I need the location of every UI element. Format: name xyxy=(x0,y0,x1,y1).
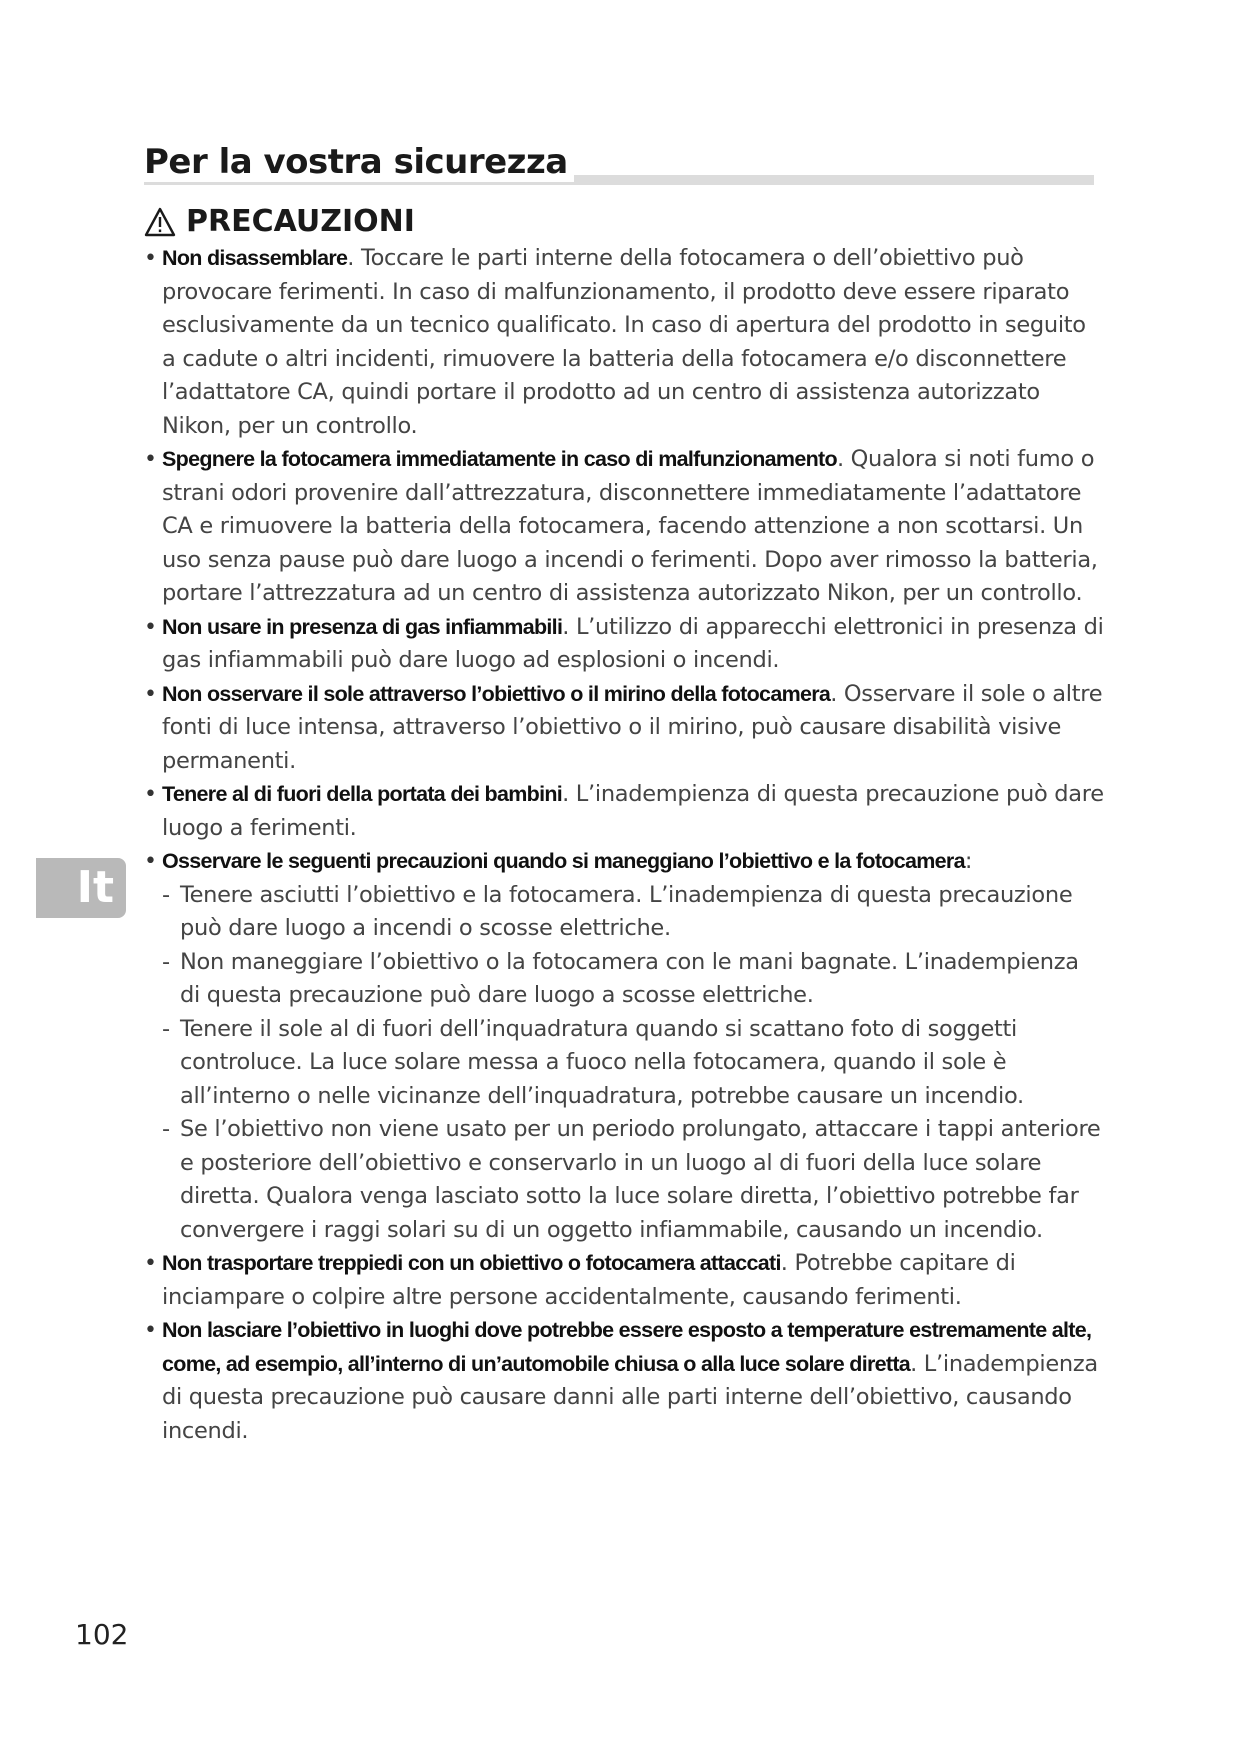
page-number: 102 xyxy=(75,1618,129,1651)
item-lead: Tenere al di fuori della portata dei bambini xyxy=(162,782,563,806)
sub-item-text: Tenere il sole al di fuori dell’inquadratura quando si scattano foto di soggetti controluce. La luce solare messa a fuoco nella fotocamera, quando il sole è all’interno o nelle vicinanze dell’inquadratura, potrebbe causare un incendio. xyxy=(180,1015,1024,1109)
list-item xyxy=(144,1314,1104,1448)
sub-item xyxy=(162,946,1104,1013)
bullet: • xyxy=(144,782,157,807)
sub-item xyxy=(162,879,1104,946)
section-title: PRECAUZIONI xyxy=(186,204,415,239)
item-text: . Toccare le parti interne della fotocamera o dell’obiettivo può provocare ferimenti. In caso di malfunzionamento, il prodotto deve essere riparato esclusivamente da un tecnico qualificato. In caso di apertura del prodotto in seguito a cadute o altri incidenti, rimuovere la batteria della fotocamera e/o disconnettere l’adattatore CA, quindi portare il prodotto ad un centro di assistenza autorizzato Nikon, per un controllo. xyxy=(162,245,1086,439)
warning-triangle-icon xyxy=(144,207,176,237)
page-title: Per la vostra sicurezza xyxy=(144,142,574,182)
list-item xyxy=(144,242,1104,443)
bullet: • xyxy=(144,447,157,472)
bullet: • xyxy=(144,681,157,707)
dash: - xyxy=(162,1116,171,1142)
bullet: • xyxy=(144,1251,157,1276)
sub-item-text: Se l’obiettivo non viene usato per un periodo prolungato, attaccare i tappi anteriore e posteriore dell’obiettivo e conservarlo in un luogo al di fuori della luce solare diretta. Qualora venga lasciato sotto la luce solare diretta, l’obiettivo potrebbe far convergere i raggi solari su di un oggetto infiammabile, causando un incendio. xyxy=(180,1116,1101,1243)
sub-item-text: Tenere asciutti l’obiettivo e la fotocamera. L’inadempienza di questa precauzione può dare luogo a incendi o scosse elettriche. xyxy=(180,881,1073,941)
list-item xyxy=(144,845,1104,1247)
list-item xyxy=(144,678,1104,779)
item-lead: Non disassemblare xyxy=(162,246,348,270)
sub-item xyxy=(162,1113,1104,1247)
bullet: • xyxy=(144,849,157,874)
item-lead: Osservare le seguenti precauzioni quando si maneggiano l’obiettivo e la fotocamera xyxy=(162,849,965,873)
title-area xyxy=(144,142,1094,182)
dash: - xyxy=(162,1015,171,1042)
bullet: • xyxy=(144,1318,157,1343)
list-item xyxy=(144,443,1104,611)
list-item xyxy=(144,611,1104,678)
item-lead: Spegnere la fotocamera immediatamente in caso di malfunzionamento xyxy=(162,447,837,471)
item-text: . L’inadempienza di questa precauzione può dare luogo a ferimenti. xyxy=(162,781,1104,841)
bullet: • xyxy=(144,246,157,271)
item-lead: Non osservare il sole attraverso l’obiettivo o il mirino della fotocamera xyxy=(162,681,831,706)
sub-item-text: Non maneggiare l’obiettivo o la fotocamera con le mani bagnate. L’inadempienza di questa precauzione può dare luogo a scosse elettriche. xyxy=(180,948,1079,1008)
list-item xyxy=(144,778,1104,845)
list-item xyxy=(144,1247,1104,1314)
precautions-list xyxy=(144,242,1104,1448)
item-lead: Non trasportare treppiedi con un obiettivo o fotocamera attaccati xyxy=(162,1251,781,1275)
dash: - xyxy=(162,881,171,908)
item-lead: Non usare in presenza di gas infiammabili xyxy=(162,614,563,639)
item-text: . L’utilizzo di apparecchi elettronici in presenza di gas infiammabili può dare luogo ad esplosioni o incendi. xyxy=(162,613,1104,673)
item-text: : xyxy=(964,848,973,874)
item-lead: Non lasciare l’obiettivo in luoghi dove potrebbe essere esposto a temperature estremamente alte, come, ad esempio, all’interno di un’automobile chiusa o alla luce solare diretta xyxy=(162,1318,1092,1376)
section-header xyxy=(144,204,415,240)
sub-item xyxy=(162,1013,1104,1114)
language-tab: It xyxy=(36,858,126,918)
item-text: . Osservare il sole o altre fonti di luce intensa, attraverso l’obiettivo o il mirino, può causare disabilità visive permanenti. xyxy=(162,680,1103,774)
item-text: . L’inadempienza di questa precauzione può causare danni alle parti interne dell’obiettivo, causando incendi. xyxy=(162,1350,1098,1444)
item-text: . Potrebbe capitare di inciampare o colpire altre persone accidentalmente, causando ferimenti. xyxy=(162,1250,1016,1310)
item-text: . Qualora si noti fumo o strani odori provenire dall’attrezzatura, disconnettere immediatamente l’adattatore CA e rimuovere la batteria della fotocamera, facendo attenzione a non scottarsi. Un uso senza pause può dare luogo a incendi o ferimenti. Dopo aver rimosso la batteria, portare l’attrezzatura ad un centro di assistenza autorizzato Nikon, per un controllo. xyxy=(162,446,1098,606)
bullet: • xyxy=(144,614,157,640)
dash: - xyxy=(162,948,171,975)
